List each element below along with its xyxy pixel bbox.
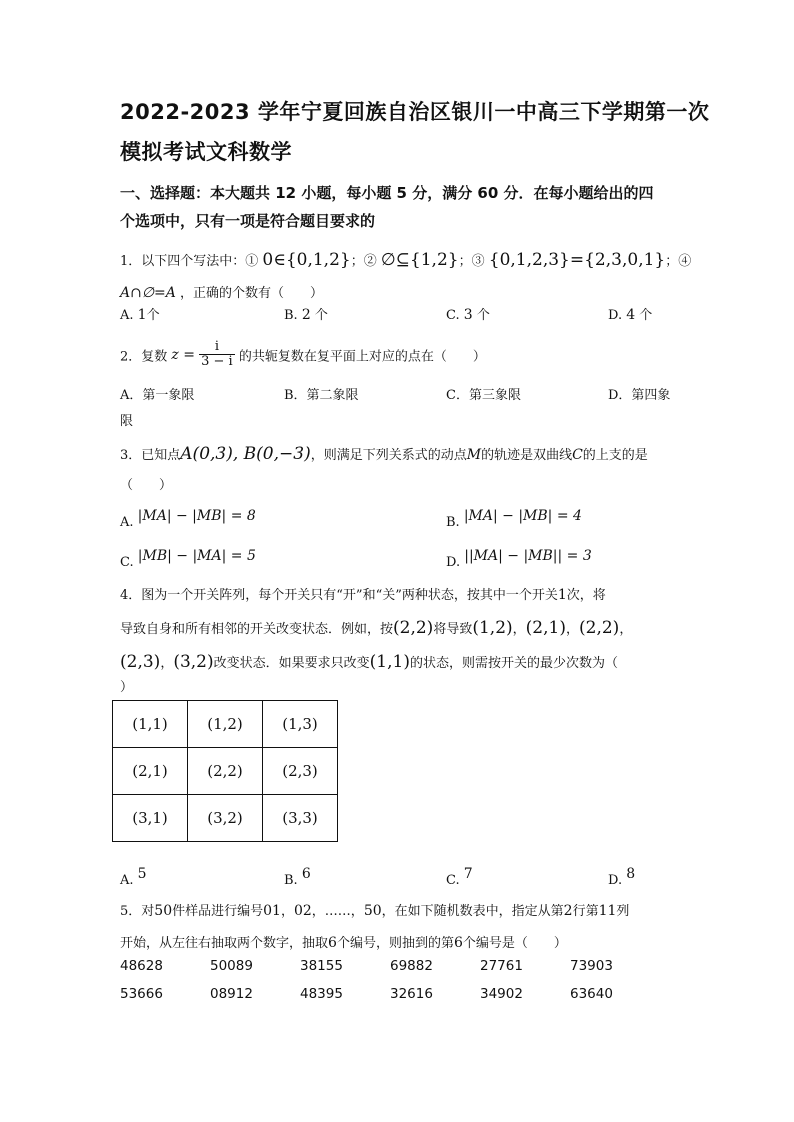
- q4-l2a: 导致自身和所有相邻的开关改变状态．例如，按: [120, 622, 394, 637]
- switch-cell: (3,2): [188, 795, 263, 842]
- q1-stem-line-2: [120, 282, 323, 301]
- q3-option-c-expr: |MB| − |MA| = 5: [137, 548, 256, 564]
- q1-sep-2: ；③: [458, 254, 485, 269]
- q1-expr-3: {0,1,2,3}={2,3,0,1}: [488, 250, 666, 270]
- q4-l2b: 将导致: [433, 622, 473, 637]
- q1-option-c-unit: 个: [476, 308, 490, 323]
- q2-option-a[interactable]: A．第一象限: [120, 388, 195, 403]
- q4-l3e: 的状态，则需按开关的最少次数为（: [409, 656, 618, 671]
- q4-option-b[interactable]: [284, 866, 311, 888]
- random-number: 63640: [570, 986, 613, 1002]
- q5-n50: 50: [154, 903, 173, 919]
- q5-stem-line-1: [120, 900, 629, 919]
- q4-option-d-value: 8: [626, 866, 636, 882]
- table-row: [113, 701, 338, 748]
- q3-stem: [120, 444, 648, 464]
- q4-sep1: ，: [512, 622, 526, 637]
- q4-option-a[interactable]: [120, 866, 147, 888]
- q3-option-d-expr: ||MA| − |MB|| = 3: [464, 548, 592, 564]
- q4-l1n: 1: [557, 587, 567, 603]
- q4-option-d-label: D.: [608, 873, 623, 888]
- q2-option-b[interactable]: B．第二象限: [284, 388, 359, 403]
- q5-l1d: 行第: [572, 904, 599, 919]
- switch-cell: (2,1): [113, 748, 188, 795]
- q1-expr-4: A∩∅=A: [120, 285, 176, 301]
- q5-s1: ，: [280, 904, 294, 919]
- table-row: [113, 795, 338, 842]
- random-number: 73903: [570, 958, 613, 974]
- q5-s2: ，……，: [311, 904, 364, 919]
- q3-option-d[interactable]: [446, 548, 592, 570]
- q1-option-a-label: A.: [120, 308, 134, 323]
- q1-option-b-unit: 个: [314, 308, 328, 323]
- q5-stem-line-2: [120, 932, 567, 951]
- q3-option-d-label: D.: [446, 555, 461, 570]
- q4-option-a-label: A.: [120, 873, 134, 888]
- q3-option-c-label: C.: [120, 555, 134, 570]
- switch-array-table: [112, 700, 338, 842]
- q4-stem-line-3: [120, 652, 618, 672]
- q1-expr-1: 0∈{0,1,2}: [262, 250, 351, 270]
- q2-suffix: 的共轭复数在复平面上对应的点在（ ）: [238, 349, 486, 365]
- q5-l1c: ，在如下随机数表中，指定从第: [381, 904, 564, 919]
- q4-l2e: (2,2): [579, 618, 620, 638]
- q4-option-c[interactable]: [446, 866, 473, 888]
- q2-stem: [120, 340, 486, 370]
- switch-cell: (2,3): [263, 748, 338, 795]
- switch-cell: (1,2): [188, 701, 263, 748]
- random-number: 34902: [480, 986, 523, 1002]
- q4-option-b-value: 6: [301, 866, 311, 882]
- q4-option-c-value: 7: [463, 866, 473, 882]
- q3-option-b-label: B.: [446, 515, 460, 530]
- q4-stem-line-1: [120, 584, 606, 603]
- q5-c2: 02: [293, 903, 312, 919]
- q1-option-c-value: 3: [463, 307, 473, 323]
- section-heading-line-1: 一、选择题：本大题共 12 小题，每小题 5 分，满分 60 分．在每小题给出的四: [120, 184, 654, 202]
- page-title-line-1: 2022-2023 学年宁夏回族自治区银川一中高三下学期第一次: [120, 100, 710, 124]
- q4-l3c: 改变状态．如果要求只改变: [213, 656, 370, 671]
- q5-six1: 6: [328, 935, 337, 951]
- q4-l2c: (1,2): [472, 618, 513, 638]
- q3-option-a[interactable]: [120, 508, 256, 530]
- q2-prefix: 2．复数: [120, 349, 168, 365]
- q1-stem-line-1: [120, 250, 691, 270]
- switch-cell: (1,3): [263, 701, 338, 748]
- q5-six2: 6: [453, 935, 463, 951]
- switch-cell: (3,1): [113, 795, 188, 842]
- q1-suffix: ，正确的个数有（ ）: [180, 286, 324, 301]
- random-number: 53666: [120, 986, 163, 1002]
- q1-option-a-value: 1: [137, 307, 147, 323]
- q3-option-b[interactable]: [446, 508, 582, 530]
- q1-option-d[interactable]: [608, 304, 652, 323]
- random-number: 32616: [390, 986, 433, 1002]
- q1-sep-3: ；④: [665, 254, 692, 269]
- q4-l2d: (2,1): [525, 618, 566, 638]
- q4-l3d: (1,1): [369, 652, 410, 672]
- q3-paren: （ ）: [120, 478, 173, 493]
- q3-mid-2: 的轨迹是双曲线: [481, 448, 573, 463]
- random-number: 48628: [120, 958, 163, 974]
- q2-denominator: 3 − i: [201, 354, 233, 370]
- switch-cell: (3,3): [263, 795, 338, 842]
- q4-sep3: ，: [619, 622, 633, 637]
- q1-option-d-label: D.: [608, 308, 623, 323]
- random-number: 69882: [390, 958, 433, 974]
- q3-m: M: [466, 447, 482, 463]
- q3-option-b-expr: |MA| − |MB| = 4: [463, 508, 582, 524]
- random-number: 50089: [210, 958, 253, 974]
- q4-sep4: ，: [160, 656, 174, 671]
- q4-l2p: (2,2): [393, 618, 434, 638]
- q2-option-d-wrap: 限: [120, 414, 134, 429]
- q4-option-b-label: B.: [284, 873, 298, 888]
- q2-numerator: i: [199, 340, 235, 355]
- q1-option-d-unit: 个: [639, 308, 653, 323]
- q4-l1b: 次，将: [566, 588, 606, 603]
- q4-stem-line-2: [120, 618, 632, 638]
- q3-suffix: 的上支的是: [582, 448, 648, 463]
- q1-option-b-value: 2: [301, 307, 311, 323]
- q5-l2b: 个编号，则抽到的第: [336, 936, 454, 951]
- section-heading-line-2: 个选项中，只有一项是符合题目要求的: [120, 212, 376, 230]
- q5-row: 2: [563, 903, 573, 919]
- q5-l1a: 5．对: [120, 904, 155, 919]
- q1-option-d-value: 4: [626, 307, 636, 323]
- q5-c1: 01: [263, 903, 281, 919]
- q4-l3a: (2,3): [120, 652, 161, 672]
- random-number: 38155: [300, 958, 343, 974]
- q3-option-c[interactable]: [120, 548, 256, 570]
- q5-col: 11: [598, 903, 617, 919]
- q2-z: z =: [171, 346, 195, 363]
- random-number: 08912: [210, 986, 253, 1002]
- q3-option-a-expr: |MA| − |MB| = 8: [137, 508, 256, 524]
- q1-option-b[interactable]: [284, 304, 328, 323]
- q4-l1a: 4．图为一个开关阵列，每个开关只有“开”和“关”两种状态，按其中一个开关: [120, 588, 558, 603]
- q1-option-a[interactable]: [120, 304, 160, 323]
- q4-l3b: (3,2): [173, 652, 214, 672]
- q3-option-a-label: A.: [120, 515, 134, 530]
- q5-l1b: 件样品进行编号: [172, 904, 264, 919]
- q1-expr-2: ∅⊆{1,2}: [380, 250, 459, 270]
- q2-option-d[interactable]: D．第四象: [608, 388, 671, 403]
- q5-l1e: 列: [616, 904, 630, 919]
- q3-prefix: 3．已知点: [120, 448, 181, 463]
- random-number-row-1: [120, 958, 660, 974]
- q5-l2c: 个编号是（ ）: [462, 936, 567, 951]
- q4-stem-line-4: ）: [120, 680, 134, 695]
- q4-option-c-label: C.: [446, 873, 460, 888]
- q1-prefix: 1．以下四个写法中：①: [120, 254, 259, 269]
- random-number-row-2: [120, 986, 660, 1002]
- q1-option-b-label: B.: [284, 308, 298, 323]
- q5-c3: 50: [363, 903, 382, 919]
- q3-mid: ，则满足下列关系式的动点: [310, 448, 467, 463]
- q1-option-c[interactable]: [446, 304, 490, 323]
- page-title-line-2: 模拟考试文科数学: [120, 140, 292, 164]
- q3-c: C: [572, 447, 583, 463]
- q3-points: A(0,3), B(0,−3): [180, 444, 311, 464]
- q1-option-c-label: C.: [446, 308, 460, 323]
- q2-fraction: [199, 340, 235, 370]
- switch-cell: (1,1): [113, 701, 188, 748]
- random-number: 48395: [300, 986, 343, 1002]
- random-number: 27761: [480, 958, 523, 974]
- q1-sep-1: ；②: [350, 254, 377, 269]
- q4-option-a-value: 5: [137, 866, 147, 882]
- q2-option-c[interactable]: C．第三象限: [446, 388, 521, 403]
- q4-option-d[interactable]: [608, 866, 636, 888]
- table-row: [113, 748, 338, 795]
- q1-option-a-unit: 个: [146, 308, 160, 323]
- switch-cell: (2,2): [188, 748, 263, 795]
- q5-l2a: 开始，从左往右抽取两个数字，抽取: [120, 936, 329, 951]
- q4-sep2: ，: [565, 622, 579, 637]
